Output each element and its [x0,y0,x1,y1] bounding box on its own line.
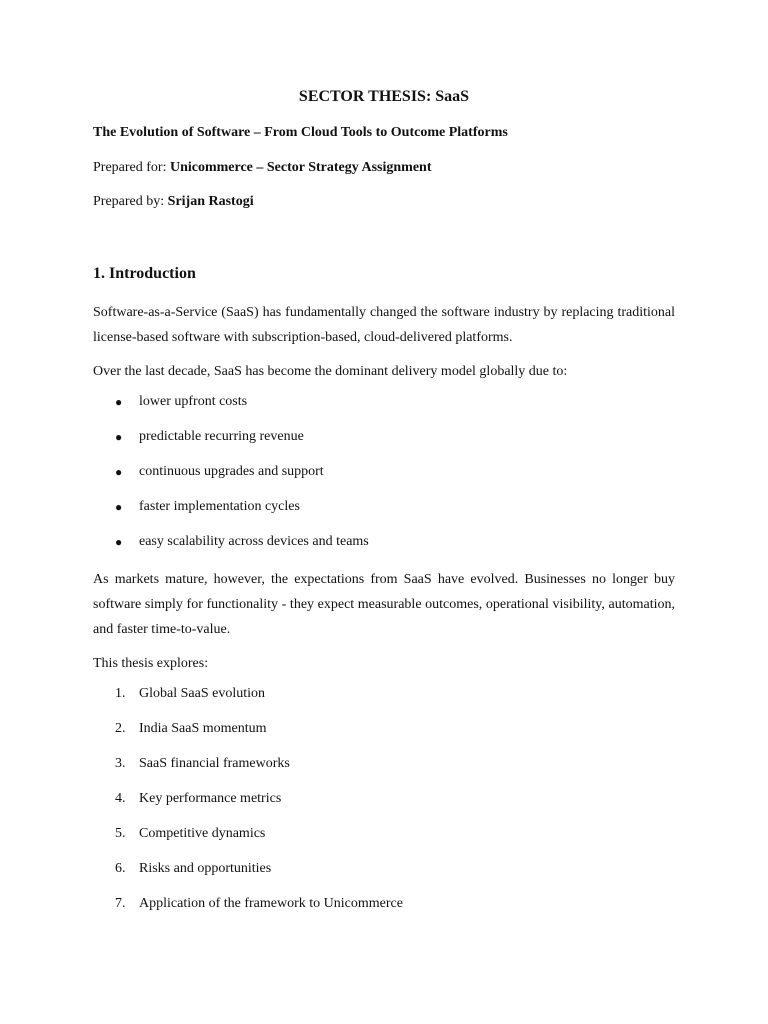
list-number: 7. [115,896,126,911]
list-item: ● predictable recurring revenue [93,427,675,447]
list-item: 2. India SaaS momentum [93,719,675,739]
list-item: 7. Application of the framework to Unicommerce [93,894,675,914]
prepared-by-value: Srijan Rastogi [167,194,254,209]
section-heading-introduction: 1. Introduction [93,265,196,282]
list-number: 1. [115,686,126,701]
bullet-icon: ● [115,430,123,444]
document-subtitle: The Evolution of Software – From Cloud Tools to Outcome Platforms [93,125,508,140]
benefits-bullet-list [93,392,675,552]
list-number: 4. [115,791,126,806]
list-number: 5. [115,826,126,841]
topics-numbered-list [93,684,675,914]
list-item: 3. SaaS financial frameworks [93,754,675,774]
list-item: 1. Global SaaS evolution [93,684,675,704]
list-number: 3. [115,756,126,771]
list-item: ● faster implementation cycles [93,497,675,517]
list-item: ● easy scalability across devices and teams [93,532,675,552]
intro-paragraph-1: Software-as-a-Service (SaaS) has fundamentally changed the software industry by replacing traditional license-based software with subscription-based, cloud-delivered platforms. [93,305,675,345]
list-item: ● continuous upgrades and support [93,462,675,482]
intro-paragraph-4: This thesis explores: [93,656,209,671]
bullet-icon: ● [115,500,123,514]
prepared-by-line [93,192,675,212]
prepared-for-label: Prepared for: [93,160,170,175]
bullet-icon: ● [115,535,123,549]
list-item: 6. Risks and opportunities [93,859,675,879]
list-number: 6. [115,861,126,876]
list-item: 4. Key performance metrics [93,789,675,809]
prepared-for-value: Unicommerce – Sector Strategy Assignment [169,160,432,175]
list-number: 2. [115,721,126,736]
list-item: ● lower upfront costs [93,392,675,412]
prepared-for-line [93,158,675,178]
bullet-icon: ● [115,465,123,479]
document-title: SECTOR THESIS: SaaS [298,88,470,105]
list-item: 5. Competitive dynamics [93,824,675,844]
prepared-by-label: Prepared by: [93,194,168,209]
intro-paragraph-2: Over the last decade, SaaS has become the dominant delivery model globally due to: [93,364,568,379]
bullet-icon: ● [115,395,123,409]
intro-paragraph-3: As markets mature, however, the expectations from SaaS have evolved. Businesses no longer buy software simply for functionality - they expect measurable outcomes, operational visibility, automation, and faster time-to-value. [93,572,675,637]
